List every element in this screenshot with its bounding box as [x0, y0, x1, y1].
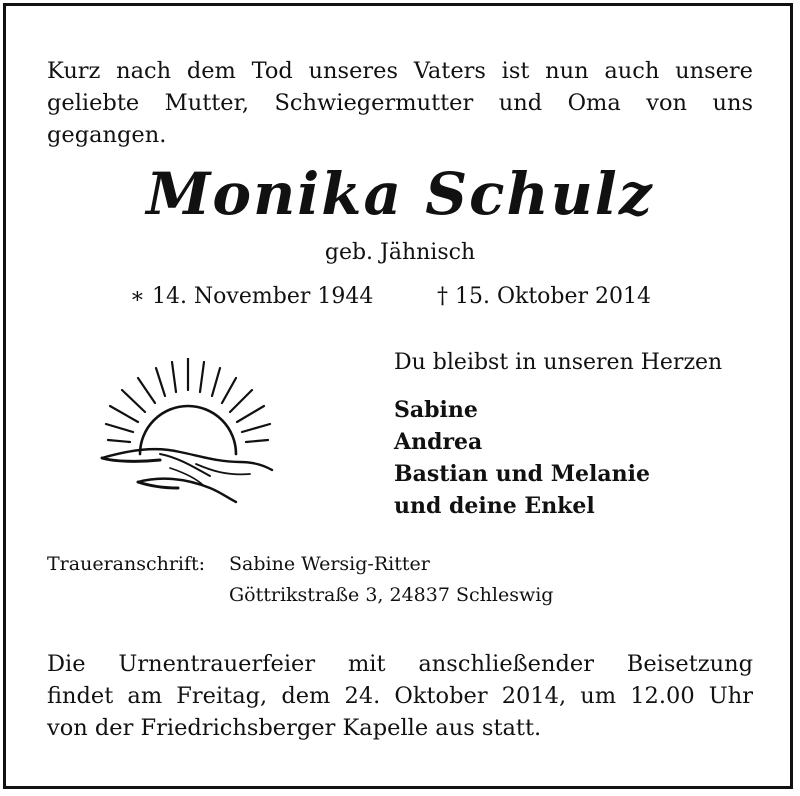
- family-member: Sabine: [394, 397, 478, 423]
- ceremony-line-3: von der Friedrichsberger Kapelle aus statt.: [47, 715, 542, 741]
- intro-line-1: Kurz nach dem Tod unseres Vaters ist nun auch unsere: [47, 58, 753, 84]
- address-street: Göttrikstraße 3, 24837 Schleswig: [229, 584, 554, 606]
- family-member: Andrea: [394, 429, 483, 455]
- sunset-over-hills-icon: [100, 358, 276, 504]
- motto: Du bleibst in unseren Herzen: [394, 350, 723, 375]
- intro-line-2: geliebte Mutter, Schwiegermutter und Oma von uns: [47, 90, 753, 116]
- death-date: † 15. Oktober 2014: [437, 284, 652, 309]
- family-member: Bastian und Melanie: [394, 461, 651, 487]
- ceremony-line-1: Die Urnentrauerfeier mit anschließender Beisetzung: [47, 651, 753, 677]
- maiden-name: geb. Jähnisch: [324, 240, 476, 265]
- address-label: Traueranschrift:: [47, 553, 206, 575]
- birth-date: ∗ 14. November 1944: [130, 284, 374, 309]
- deceased-name: Monika Schulz: [146, 160, 654, 228]
- intro-line-3: gegangen.: [47, 122, 167, 148]
- intro-paragraph: [47, 55, 753, 151]
- family-member: und deine Enkel: [394, 493, 595, 519]
- ceremony-paragraph: [47, 648, 753, 744]
- address-name: Sabine Wersig-Ritter: [229, 553, 430, 575]
- family-list: [394, 394, 650, 522]
- ceremony-line-2: findet am Freitag, dem 24. Oktober 2014, um 12.00 Uhr: [47, 683, 753, 709]
